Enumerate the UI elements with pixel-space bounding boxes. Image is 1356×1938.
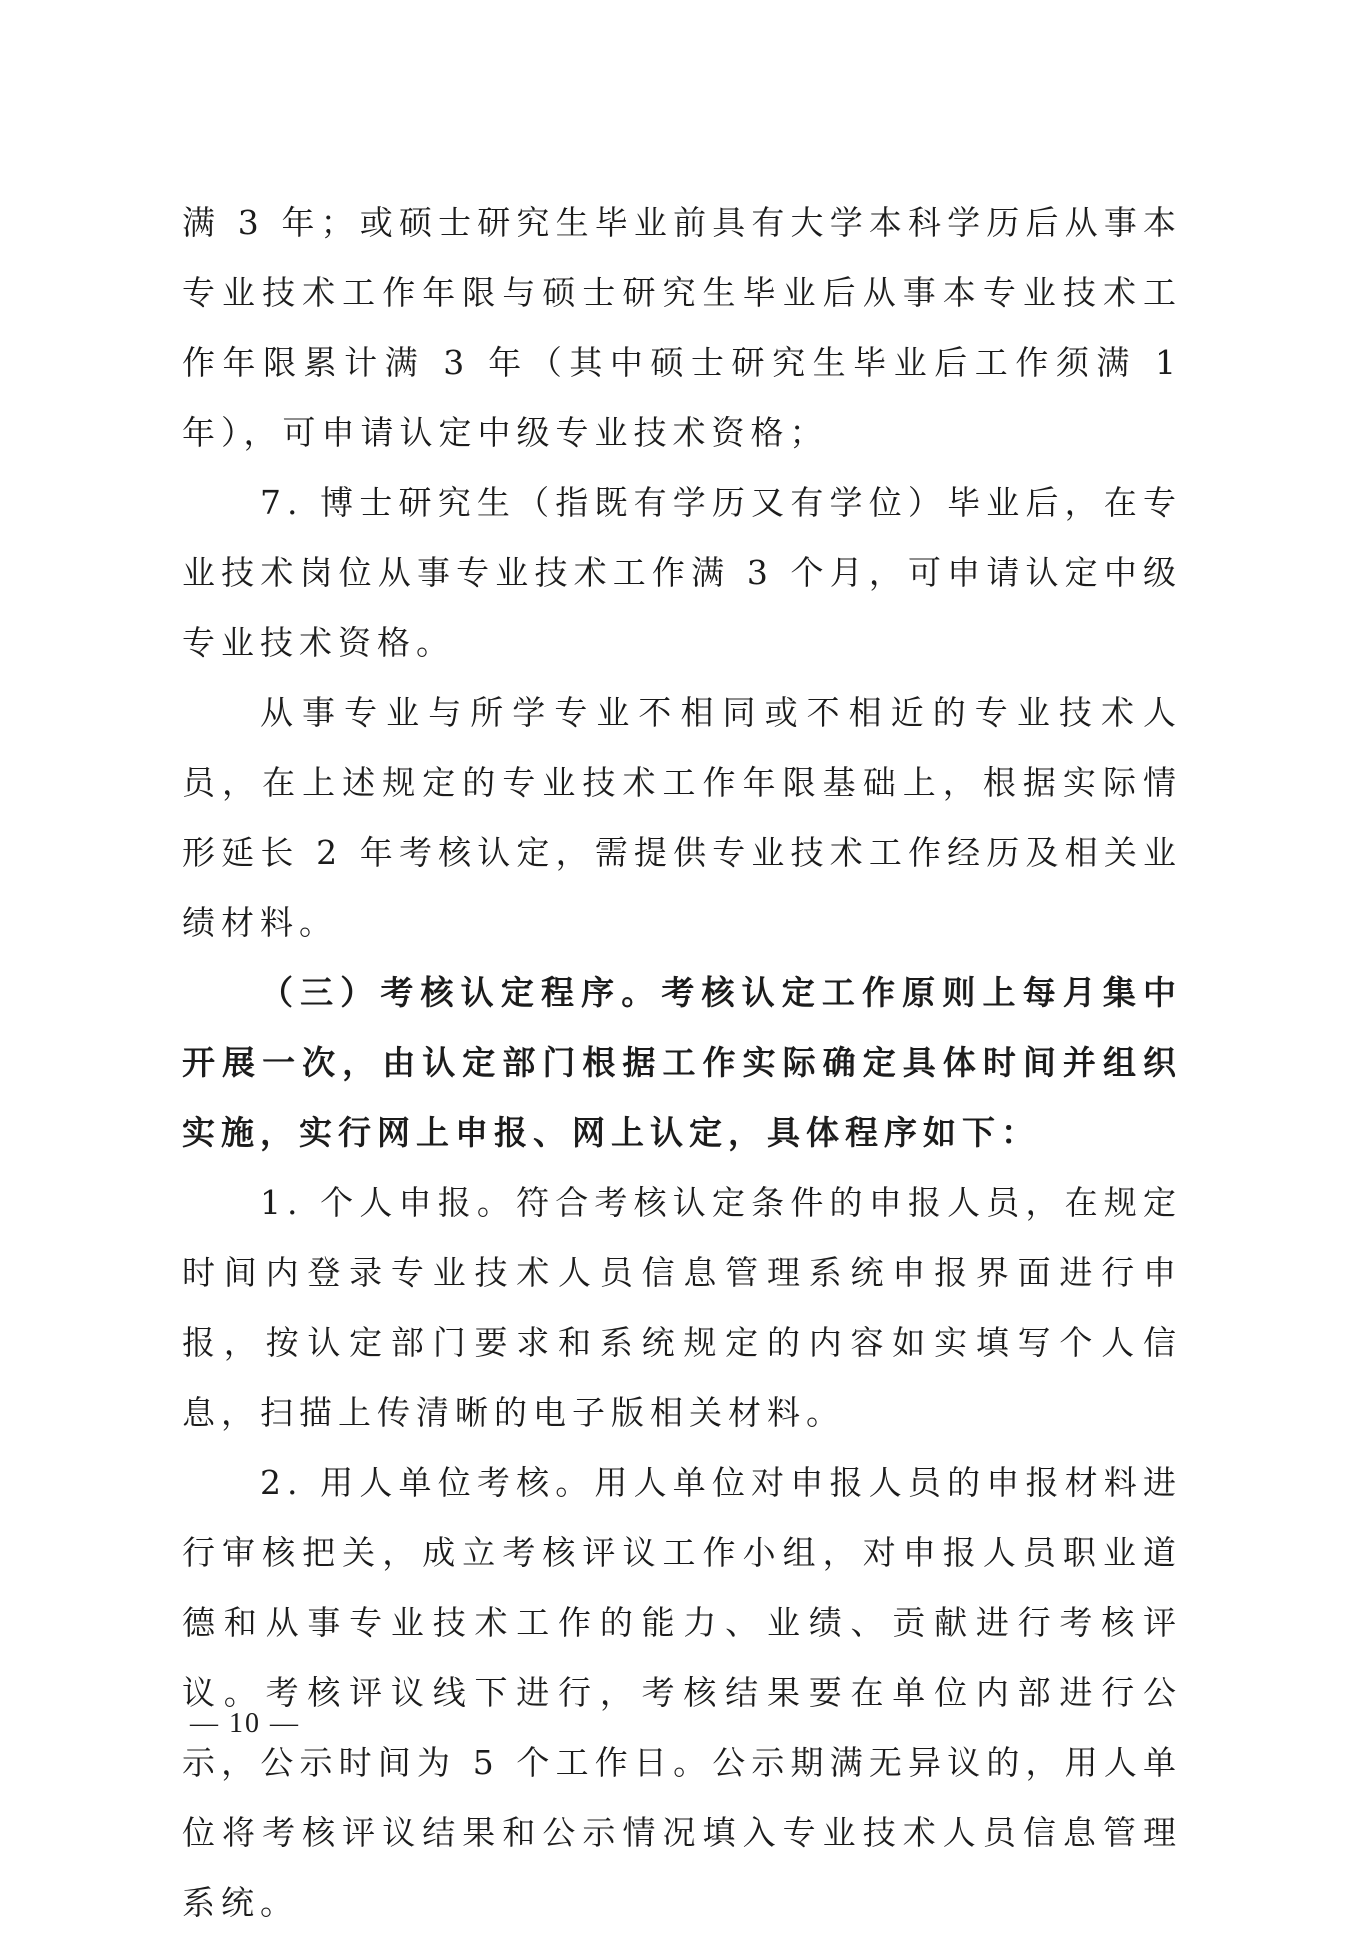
paragraph-continuation: 满 3 年；或硕士研究生毕业前具有大学本科学历后从事本专业技术工作年限与硕士研究生毕业后从事本专业技术工作年限累计满 3 年（其中硕士研究生毕业后工作须满 1 年），可申请认定中级专业技术资格； xyxy=(182,203,1182,452)
section-heading-procedure: （三）考核认定程序。考核认定工作原则上每月集中开展一次，由认定部门根据工作实际确定具体时间并组织实施，实行网上申报、网上认定，具体程序如下： xyxy=(182,973,1182,1152)
paragraph-extension-rule: 从事专业与所学专业不相同或不相近的专业技术人员，在上述规定的专业技术工作年限基础上，根据实际情形延长 2 年考核认定，需提供专业技术工作经历及相关业绩材料。 xyxy=(182,693,1182,942)
page-number: — 10 — xyxy=(190,1708,300,1739)
paragraph-item-2: 2. 用人单位考核。用人单位对申报人员的申报材料进行审核把关，成立考核评议工作小组，对申报人员职业道德和从事专业技术工作的能力、业绩、贡献进行考核评议。考核评议线下进行，考核结果要在单位内部进行公示，公示时间为 5 个工作日。公示期满无异议的，用人单位将考核评议结果和公示情况填入专业技术人员信息管理系统。 xyxy=(182,1463,1182,1922)
paragraph-item-7: 7. 博士研究生（指既有学历又有学位）毕业后，在专业技术岗位从事专业技术工作满 3 个月，可申请认定中级专业技术资格。 xyxy=(182,483,1182,662)
paragraph-item-1: 1. 个人申报。符合考核认定条件的申报人员，在规定时间内登录专业技术人员信息管理系统申报界面进行申报，按认定部门要求和系统规定的内容如实填写个人信息，扫描上传清晰的电子版相关材料。 xyxy=(182,1183,1182,1432)
document-body xyxy=(182,188,1182,1938)
